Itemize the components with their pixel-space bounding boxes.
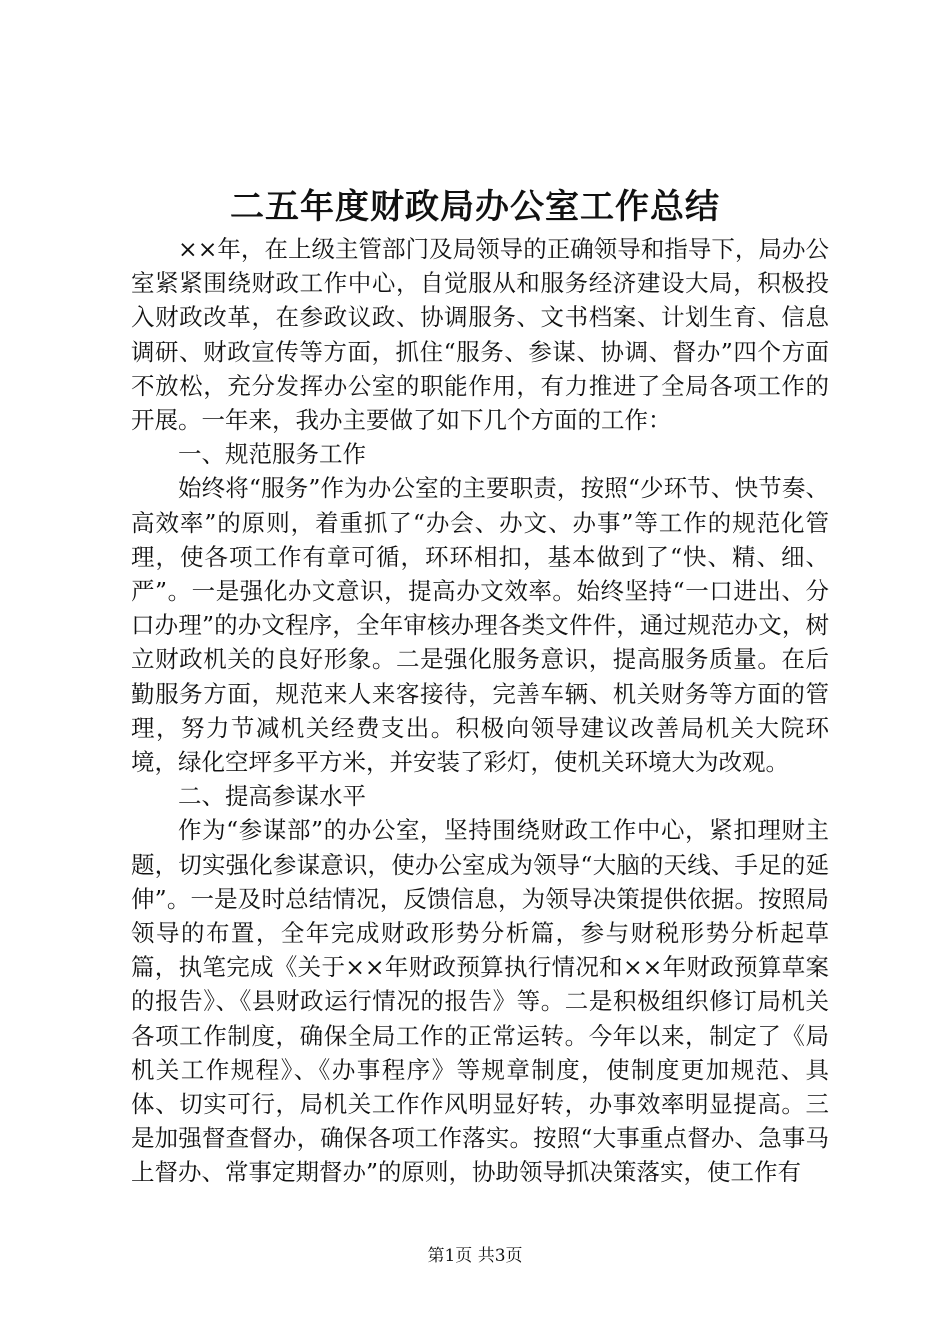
document-body <box>131 232 829 1190</box>
section-heading-1: 一、规范服务工作 <box>178 440 366 469</box>
section-heading-2: 二、提高参谋水平 <box>178 782 366 811</box>
page-footer: 第1页 共3页 <box>427 1246 523 1266</box>
intro-paragraph: ××年，在上级主管部门及局领导的正确领导和指导下，局办公室紧紧围绕财政工作中心，自觉服从和服务经济建设大局，积极投入财政改革，在参政议政、协调服务、文书档案、计划生育、信息调研、财政宣传等方面，抓住“服务、参谋、协调、督办”四个方面不放松，充分发挥办公室的职能作用，有力推进了全局各项工作的开展。一年来，我办主要做了如下几个方面的工作： <box>131 235 829 435</box>
document-title: 二五年度财政局办公室工作总结 <box>230 187 720 227</box>
section-1-paragraph: 始终将“服务”作为办公室的主要职责，按照“少环节、快节奏、高效率”的原则，着重抓了“办会、办文、办事”等工作的规范化管理，使各项工作有章可循，环环相扣，基本做到了“快、精、细、严”。一是强化办文意识，提高办文效率。始终坚持“一口进出、分口办理”的办文程序，全年审核办理各类文件件，通过规范办文，树立财政机关的良好形象。二是强化服务意识，提高服务质量。在后勤服务方面，规范来人来客接待，完善车辆、机关财务等方面的管理，努力节减机关经费支出。积极向领导建议改善局机关大院环境，绿化空坪多平方米，并安装了彩灯，使机关环境大为改观。 <box>131 474 829 777</box>
section-2-paragraph: 作为“参谋部”的办公室，坚持围绕财政工作中心，紧扣理财主题，切实强化参谋意识，使办公室成为领导“大脑的天线、手足的延伸”。一是及时总结情况，反馈信息，为领导决策提供依据。按照局领导的布置，全年完成财政形势分析篇，参与财税形势分析起草篇，执笔完成《关于××年财政预算执行情况和××年财政预算草案的报告》、《县财政运行情况的报告》等。二是积极组织修订局机关各项工作制度，确保全局工作的正常运转。今年以来，制定了《局机关工作规程》、《办事程序》等规章制度，使制度更加规范、具体、切实可行，局机关工作作风明显好转，办事效率明显提高。三是加强督查督办，确保各项工作落实。按照“大事重点督办、急事马上督办、常事定期督办”的原则，协助领导抓决策落实，使工作有 <box>131 816 829 1187</box>
